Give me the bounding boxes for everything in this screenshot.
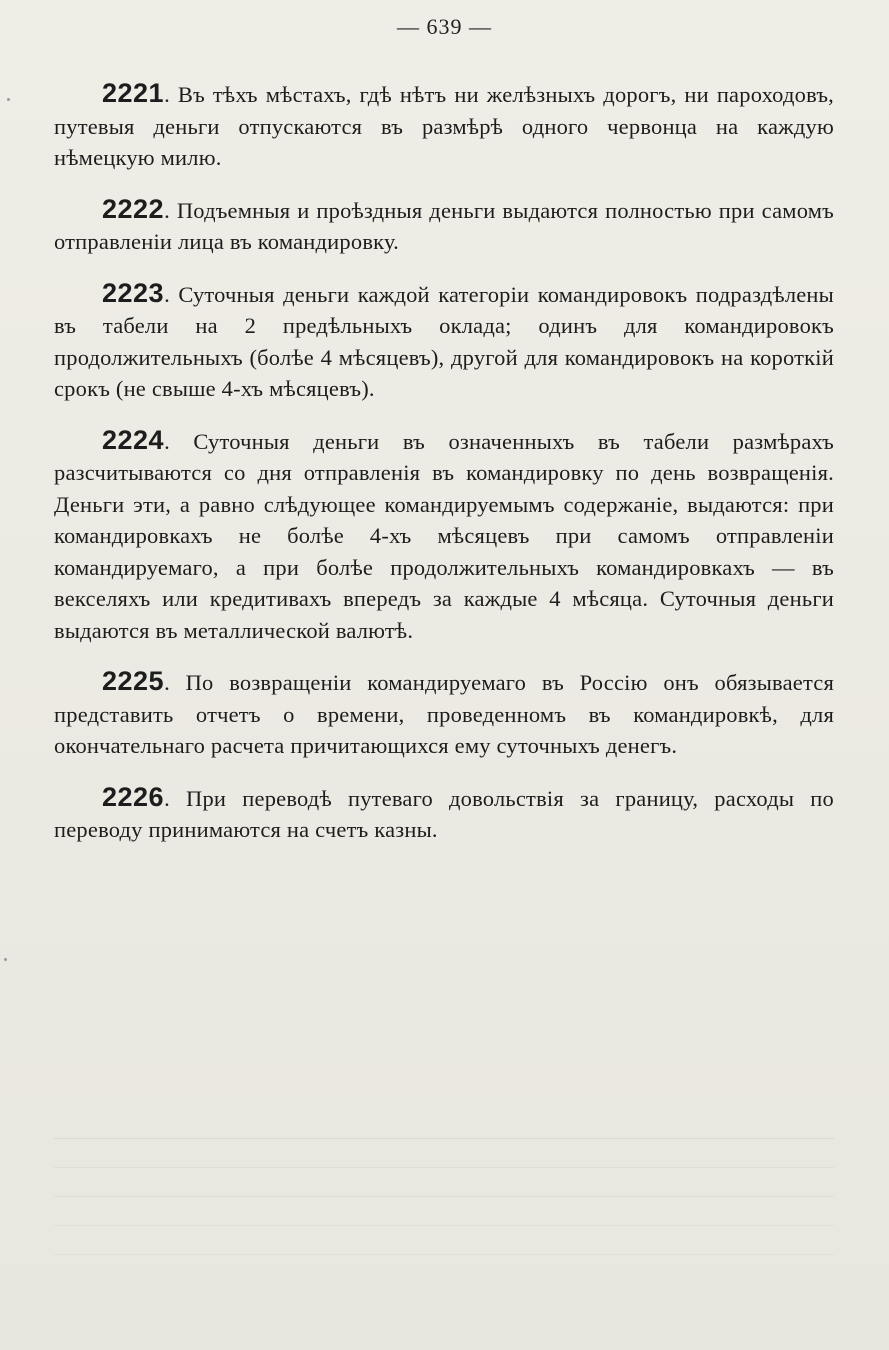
paragraph-2226 [54,782,834,846]
paragraph-text: . При переводѣ путеваго довольствiя за границу, расходы по переводу принимаются на счетъ казны. [54,785,834,842]
paragraph-text: . Въ тѣхъ мѣстахъ, гдѣ нѣтъ ни желѣзныхъ дорогъ, ни пароходовъ, путевыя деньги отпускаются въ размѣрѣ одного червонца на каждую нѣмецкую милю. [54,82,834,170]
paragraph-number: 2223 [102,277,165,308]
paragraph-text: . Суточныя деньги каждой категорiи командировокъ подраздѣлены въ табели на 2 предѣльныхъ оклада; одинъ для командировокъ продолжительныхъ (болѣе 4 мѣсяцевъ), другой для командировокъ на короткiй срокъ (не свыше 4-хъ мѣсяцевъ). [54,281,834,401]
paragraph-2222 [54,194,834,258]
paragraph-number: 2226 [102,781,165,812]
paragraph-2221 [54,78,834,174]
paragraph-2223 [54,278,834,405]
paragraph-text: . Суточныя деньги въ означенныхъ въ табели размѣрахъ разсчитываются со дня отправленiя въ командировку по день возвращенiя. Деньги эти, а равно слѣдующее командируемымъ содержанiе, выдаются: при командировкахъ не болѣе 4-хъ мѣсяцевъ при самомъ отправленiи командируемаго, а при болѣе продолжительныхъ командировкахъ — въ векселяхъ или кредитивахъ впередъ за каждые 4 мѣсяца. Суточныя деньги выдаются въ металлической валютѣ. [54,428,834,643]
paragraph-number: 2221 [102,78,165,108]
paper-speck [7,98,10,101]
show-through-lines [54,1130,834,1255]
paragraph-2224 [54,425,834,647]
page-number: — 639 — [397,14,492,39]
paragraph-text: . По возвращенiи командируемаго въ Россiю онъ обязывается представить отчетъ о времени, проведенномъ въ командировкѣ, для окончательнаго расчета причитающихся ему суточныхъ денегъ. [54,670,834,758]
body-text [54,78,834,866]
paragraph-number: 2222 [102,193,165,224]
paper-speck [4,958,7,961]
paragraph-number: 2224 [102,424,165,455]
paragraph-2225 [54,666,834,762]
paragraph-number: 2225 [102,666,165,696]
paragraph-text: . Подъемныя и проѣздныя деньги выдаются полностью при самомъ отправленiи лица въ командировку. [54,197,834,254]
